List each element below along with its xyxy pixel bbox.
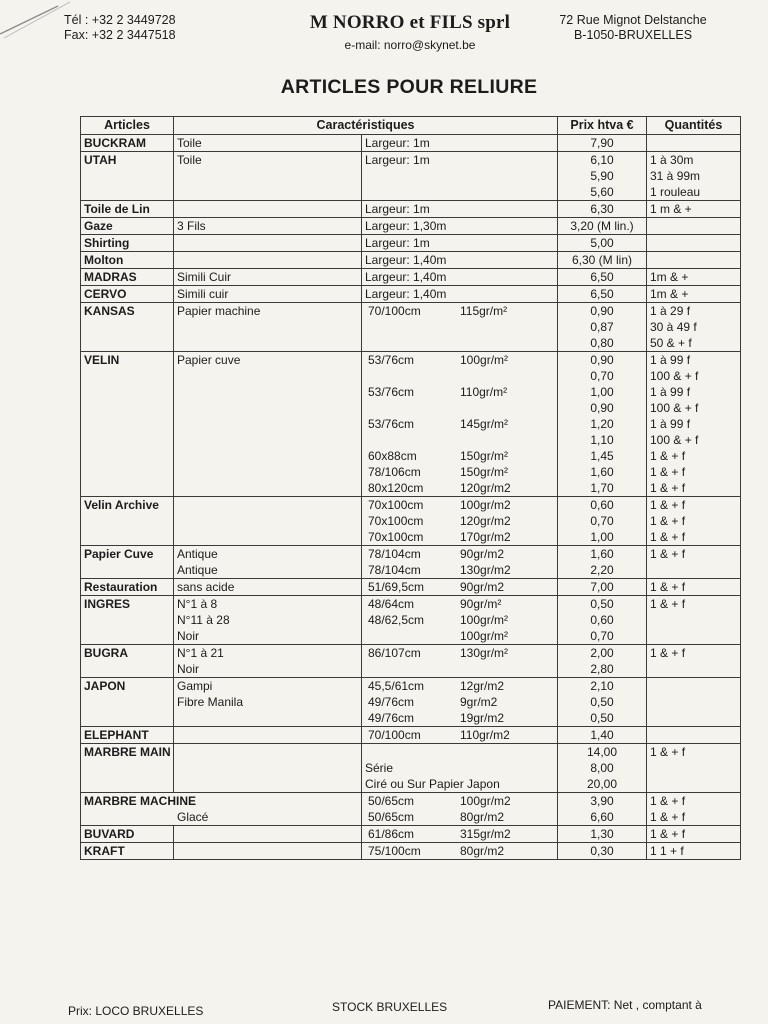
spec-value: Série bbox=[365, 761, 394, 775]
weight: 100gr/m2 bbox=[460, 498, 511, 512]
company-name: M NORRO et FILS sprl bbox=[309, 12, 511, 33]
weight: 130gr/m2 bbox=[460, 563, 511, 577]
desc-value: Fibre Manila bbox=[177, 695, 244, 709]
article-qty bbox=[647, 352, 741, 497]
article-price: 7,90 bbox=[558, 135, 647, 152]
col-quantites: Quantités bbox=[647, 117, 741, 135]
article-price bbox=[558, 678, 647, 727]
desc-value: Noir bbox=[177, 629, 200, 643]
dimension: 48/62,5cm bbox=[368, 613, 425, 627]
table-row bbox=[81, 497, 741, 546]
table-row bbox=[81, 252, 741, 269]
article-price: 7,00 bbox=[558, 579, 647, 596]
article-desc bbox=[174, 826, 362, 843]
article-qty bbox=[647, 678, 741, 727]
dimension: 50/65cm bbox=[368, 794, 415, 808]
price-value: 1,60 bbox=[590, 547, 614, 561]
table-header-row bbox=[81, 117, 741, 135]
qty-value: 1 & + f bbox=[650, 498, 686, 512]
article-price bbox=[558, 744, 647, 793]
price-value: 1,20 bbox=[590, 417, 614, 431]
article-name: BUGRA bbox=[81, 645, 174, 678]
article-qty bbox=[647, 727, 741, 744]
footer-paiement: PAIEMENT: Net , comptant à bbox=[548, 998, 702, 1012]
price-value: 3,90 bbox=[590, 794, 614, 808]
article-price bbox=[558, 152, 647, 201]
price-value: 2,80 bbox=[590, 662, 614, 676]
spec-value bbox=[365, 744, 554, 760]
desc-value: Noir bbox=[177, 662, 200, 676]
article-name: KANSAS bbox=[81, 303, 174, 352]
article-name: BUCKRAM bbox=[81, 135, 174, 152]
dimension: 53/76cm bbox=[368, 417, 415, 431]
table-row bbox=[81, 286, 741, 303]
desc-value: Glacé bbox=[177, 810, 209, 824]
table-row bbox=[81, 352, 741, 497]
article-qty: 1 & + f bbox=[647, 744, 741, 793]
address-line-2: B-1050-BRUXELLES bbox=[573, 28, 693, 42]
weight: 110gr/m2 bbox=[460, 728, 510, 742]
article-price bbox=[558, 645, 647, 678]
article-name: Shirting bbox=[81, 235, 174, 252]
dimension: 78/106cm bbox=[368, 465, 421, 479]
article-spec bbox=[362, 843, 558, 860]
article-desc bbox=[174, 727, 362, 744]
article-spec bbox=[362, 352, 558, 497]
desc-value: Antique bbox=[177, 563, 218, 577]
weight bbox=[460, 432, 554, 448]
article-desc: 3 Fils bbox=[174, 218, 362, 235]
table-row bbox=[81, 135, 741, 152]
price-value: 6,10 bbox=[590, 153, 614, 167]
price-value: 0,87 bbox=[590, 320, 614, 334]
dimension: 70/100cm bbox=[368, 728, 421, 742]
qty-value: 1 & + f bbox=[650, 465, 686, 479]
article-spec: Largeur: 1m bbox=[362, 135, 558, 152]
table-row bbox=[81, 269, 741, 286]
header-fax: Fax: +32 2 3447518 bbox=[64, 28, 176, 42]
page-title: ARTICLES POUR RELIURE bbox=[280, 76, 538, 98]
price-value: 0,50 bbox=[590, 597, 614, 611]
table-row bbox=[81, 843, 741, 860]
desc-value: Gampi bbox=[177, 679, 213, 693]
article-price: 6,50 bbox=[558, 286, 647, 303]
weight: 90gr/m2 bbox=[460, 580, 505, 594]
table-row bbox=[81, 201, 741, 218]
table-row bbox=[81, 826, 741, 843]
price-value: 2,20 bbox=[590, 563, 614, 577]
article-desc bbox=[174, 235, 362, 252]
dimension: 70x100cm bbox=[368, 514, 424, 528]
table-row bbox=[81, 218, 741, 235]
dimension: 53/76cm bbox=[368, 385, 415, 399]
weight: 9gr/m2 bbox=[460, 695, 498, 709]
article-name: Gaze bbox=[81, 218, 174, 235]
article-name: JAPON bbox=[81, 678, 174, 727]
price-value: 0,60 bbox=[590, 613, 614, 627]
article-price: 6,30 bbox=[558, 201, 647, 218]
spec-value: Ciré ou Sur Papier Japon bbox=[365, 777, 500, 791]
dimension: 49/76cm bbox=[368, 711, 415, 725]
dimension: 51/69,5cm bbox=[368, 580, 425, 594]
article-qty: 1 & + f bbox=[647, 546, 741, 579]
weight: 90gr/m2 bbox=[460, 547, 505, 561]
price-value: 2,00 bbox=[590, 646, 614, 660]
article-desc bbox=[174, 546, 362, 579]
dimension: 75/100cm bbox=[368, 844, 421, 858]
qty-value: 1 à 99 f bbox=[650, 385, 691, 399]
article-qty bbox=[647, 152, 741, 201]
article-spec: Largeur: 1,30m bbox=[362, 218, 558, 235]
article-price: 1,30 bbox=[558, 826, 647, 843]
weight: 100gr/m² bbox=[460, 629, 509, 643]
qty-value: 1 à 99 f bbox=[650, 353, 691, 367]
price-value: 0,70 bbox=[590, 369, 614, 383]
article-name: KRAFT bbox=[81, 843, 174, 860]
article-name: INGRES bbox=[81, 596, 174, 645]
desc-value: N°1 à 8 bbox=[177, 597, 218, 611]
article-spec bbox=[362, 303, 558, 352]
article-name: CERVO bbox=[81, 286, 174, 303]
header-tel: Tél : +32 2 3449728 bbox=[64, 13, 176, 27]
article-spec: Largeur: 1,40m bbox=[362, 269, 558, 286]
dimension: 60x88cm bbox=[368, 449, 417, 463]
article-spec bbox=[362, 546, 558, 579]
article-desc bbox=[174, 252, 362, 269]
header-contact bbox=[64, 13, 176, 43]
article-desc: Papier cuve bbox=[174, 352, 362, 497]
price-value: 1,70 bbox=[590, 481, 614, 495]
address-line-1: 72 Rue Mignot Delstanche bbox=[559, 13, 707, 27]
weight: 100gr/m² bbox=[460, 613, 509, 627]
article-price bbox=[558, 303, 647, 352]
article-desc: Simili cuir bbox=[174, 286, 362, 303]
desc-value: N°1 à 21 bbox=[177, 646, 224, 660]
table-row bbox=[81, 579, 741, 596]
price-value: 20,00 bbox=[586, 777, 618, 791]
dimension: 49/76cm bbox=[368, 695, 415, 709]
dimension: 80x120cm bbox=[368, 481, 424, 495]
price-value: 6,60 bbox=[590, 810, 614, 824]
table-row bbox=[81, 303, 741, 352]
footer-stock: STOCK BRUXELLES bbox=[332, 1000, 448, 1014]
price-value: 0,60 bbox=[590, 498, 614, 512]
article-desc bbox=[174, 201, 362, 218]
price-value: 0,90 bbox=[590, 304, 614, 318]
article-price bbox=[558, 546, 647, 579]
article-spec bbox=[362, 678, 558, 727]
qty-value: 30 à 49 f bbox=[650, 320, 697, 334]
article-qty: 1 & + f bbox=[647, 596, 741, 645]
table-row bbox=[81, 727, 741, 744]
weight: 315gr/m2 bbox=[460, 827, 511, 841]
col-caracteristiques: Caractéristiques bbox=[174, 117, 558, 135]
weight: 100gr/m² bbox=[460, 353, 509, 367]
qty-value: 1 à 99 f bbox=[650, 417, 691, 431]
price-value: 8,00 bbox=[590, 761, 614, 775]
table-row bbox=[81, 645, 741, 678]
weight: 80gr/m2 bbox=[460, 810, 505, 824]
weight: 120gr/m2 bbox=[460, 481, 511, 495]
article-name-with-desc bbox=[81, 793, 362, 826]
article-name: MADRAS bbox=[81, 269, 174, 286]
dimension: 86/107cm bbox=[368, 646, 421, 660]
article-qty: 1m & + bbox=[647, 269, 741, 286]
weight: 90gr/m² bbox=[460, 597, 502, 611]
table-row bbox=[81, 546, 741, 579]
article-qty bbox=[647, 303, 741, 352]
article-qty bbox=[647, 793, 741, 826]
weight: 150gr/m² bbox=[460, 449, 509, 463]
article-name: UTAH bbox=[81, 152, 174, 201]
article-spec bbox=[362, 579, 558, 596]
article-desc: Simili Cuir bbox=[174, 269, 362, 286]
article-name: MARBRE MAIN bbox=[81, 744, 174, 793]
dimension: 70/100cm bbox=[368, 304, 421, 318]
price-value: 0,70 bbox=[590, 514, 614, 528]
article-price: 3,20 (M lin.) bbox=[558, 218, 647, 235]
article-qty bbox=[647, 252, 741, 269]
article-qty: 1 & + f bbox=[647, 645, 741, 678]
desc-value: Antique bbox=[177, 547, 218, 561]
qty-value: 50 & + f bbox=[650, 336, 692, 350]
article-qty: 1 1 + f bbox=[647, 843, 741, 860]
qty-value: 1 & + f bbox=[650, 530, 686, 544]
dimension: 50/65cm bbox=[368, 810, 415, 824]
price-value: 0,90 bbox=[590, 353, 614, 367]
article-qty bbox=[647, 497, 741, 546]
qty-value: 1 & + f bbox=[650, 449, 686, 463]
header-address bbox=[548, 13, 718, 43]
table-row bbox=[81, 744, 741, 793]
weight: 150gr/m² bbox=[460, 465, 509, 479]
article-name: BUVARD bbox=[81, 826, 174, 843]
price-value: 0,80 bbox=[590, 336, 614, 350]
article-qty bbox=[647, 135, 741, 152]
article-desc bbox=[174, 596, 362, 645]
price-value: 1,45 bbox=[590, 449, 614, 463]
article-desc: sans acide bbox=[174, 579, 362, 596]
weight: 19gr/m2 bbox=[460, 711, 505, 725]
weight: 120gr/m2 bbox=[460, 514, 511, 528]
article-price: 5,00 bbox=[558, 235, 647, 252]
article-spec bbox=[362, 596, 558, 645]
col-articles: Articles bbox=[81, 117, 174, 135]
price-value: 0,70 bbox=[590, 629, 614, 643]
qty-value: 100 & + f bbox=[650, 433, 699, 447]
dimension: 78/104cm bbox=[368, 547, 421, 561]
article-desc bbox=[174, 678, 362, 727]
article-name: Velin Archive bbox=[81, 497, 174, 546]
table-row bbox=[81, 235, 741, 252]
price-value: 0,50 bbox=[590, 711, 614, 725]
article-spec bbox=[362, 497, 558, 546]
article-qty: 1 & + f bbox=[647, 579, 741, 596]
qty-value: 1 & + f bbox=[650, 481, 686, 495]
article-qty: 1 m & + bbox=[647, 201, 741, 218]
price-value: 2,10 bbox=[590, 679, 614, 693]
qty-value: 1 & + f bbox=[650, 810, 686, 824]
table-row bbox=[81, 793, 741, 826]
price-value: 5,60 bbox=[590, 185, 614, 199]
footer-prix: Prix: LOCO BRUXELLES bbox=[68, 1004, 204, 1018]
article-desc bbox=[174, 744, 362, 793]
article-desc bbox=[174, 497, 362, 546]
article-spec bbox=[362, 645, 558, 678]
weight: 100gr/m2 bbox=[460, 794, 511, 808]
weight: 130gr/m² bbox=[460, 646, 509, 660]
article-desc bbox=[174, 843, 362, 860]
article-name: VELIN bbox=[81, 352, 174, 497]
article-name: Toile de Lin bbox=[81, 201, 174, 218]
weight: 170gr/m2 bbox=[460, 530, 511, 544]
article-desc bbox=[174, 645, 362, 678]
qty-value: 1 rouleau bbox=[650, 185, 701, 199]
article-desc: Toile bbox=[174, 135, 362, 152]
article-name: MARBRE MACHINE bbox=[84, 794, 196, 808]
qty-value: 1 & + f bbox=[650, 794, 686, 808]
weight: 115gr/m² bbox=[460, 304, 508, 318]
header-company-block bbox=[250, 12, 570, 52]
table-row bbox=[81, 678, 741, 727]
article-price bbox=[558, 352, 647, 497]
dimension: 70x100cm bbox=[368, 498, 424, 512]
price-value: 14,00 bbox=[586, 745, 618, 759]
price-value: 1,60 bbox=[590, 465, 614, 479]
dimension: 48/64cm bbox=[368, 597, 415, 611]
table-row bbox=[81, 596, 741, 645]
dimension: 70x100cm bbox=[368, 530, 424, 544]
weight: 12gr/m2 bbox=[460, 679, 505, 693]
article-price bbox=[558, 596, 647, 645]
article-price: 6,50 bbox=[558, 269, 647, 286]
article-spec: Largeur: 1m bbox=[362, 152, 558, 201]
article-spec: Largeur: 1,40m bbox=[362, 252, 558, 269]
dimension: 61/86cm bbox=[368, 827, 415, 841]
article-name: Molton bbox=[81, 252, 174, 269]
weight: 145gr/m² bbox=[460, 417, 509, 431]
article-price bbox=[558, 793, 647, 826]
article-spec bbox=[362, 826, 558, 843]
article-price: 0,30 bbox=[558, 843, 647, 860]
price-value: 0,50 bbox=[590, 695, 614, 709]
article-spec: Largeur: 1,40m bbox=[362, 286, 558, 303]
dimension bbox=[365, 432, 460, 448]
article-spec bbox=[362, 793, 558, 826]
qty-value: 1 à 30m bbox=[650, 153, 694, 167]
articles-table bbox=[80, 116, 741, 860]
article-qty bbox=[647, 218, 741, 235]
dimension: 53/76cm bbox=[368, 353, 415, 367]
qty-value: 1 à 29 f bbox=[650, 304, 691, 318]
weight bbox=[460, 400, 554, 416]
qty-value: 100 & + f bbox=[650, 401, 699, 415]
desc-value: N°11 à 28 bbox=[177, 613, 230, 627]
article-name: Papier Cuve bbox=[81, 546, 174, 579]
dimension bbox=[365, 368, 460, 384]
dimension bbox=[365, 628, 460, 644]
article-price: 6,30 (M lin) bbox=[558, 252, 647, 269]
article-qty bbox=[647, 235, 741, 252]
article-name: Restauration bbox=[81, 579, 174, 596]
weight: 110gr/m² bbox=[460, 385, 508, 399]
article-desc: Papier machine bbox=[174, 303, 362, 352]
price-value: 0,90 bbox=[590, 401, 614, 415]
article-spec bbox=[362, 744, 558, 793]
weight: 80gr/m2 bbox=[460, 844, 505, 858]
price-value: 1,10 bbox=[590, 433, 614, 447]
article-desc: Toile bbox=[174, 152, 362, 201]
col-prix: Prix htva € bbox=[558, 117, 647, 135]
article-qty: 1m & + bbox=[647, 286, 741, 303]
article-price bbox=[558, 497, 647, 546]
article-qty: 1 & + f bbox=[647, 826, 741, 843]
article-spec: Largeur: 1m bbox=[362, 235, 558, 252]
price-value: 1,00 bbox=[590, 530, 614, 544]
article-spec: Largeur: 1m bbox=[362, 201, 558, 218]
qty-value: 31 à 99m bbox=[650, 169, 701, 183]
dimension bbox=[365, 400, 460, 416]
price-value: 1,00 bbox=[590, 385, 614, 399]
qty-value: 1 & + f bbox=[650, 514, 686, 528]
qty-value: 100 & + f bbox=[650, 369, 699, 383]
article-price: 1,40 bbox=[558, 727, 647, 744]
dimension: 45,5/61cm bbox=[368, 679, 425, 693]
article-spec bbox=[362, 727, 558, 744]
table-row bbox=[81, 152, 741, 201]
article-name: ELEPHANT bbox=[81, 727, 174, 744]
dimension: 78/104cm bbox=[368, 563, 421, 577]
weight bbox=[460, 368, 554, 384]
company-email: e-mail: norro@skynet.be bbox=[344, 38, 476, 52]
price-value: 5,90 bbox=[590, 169, 614, 183]
